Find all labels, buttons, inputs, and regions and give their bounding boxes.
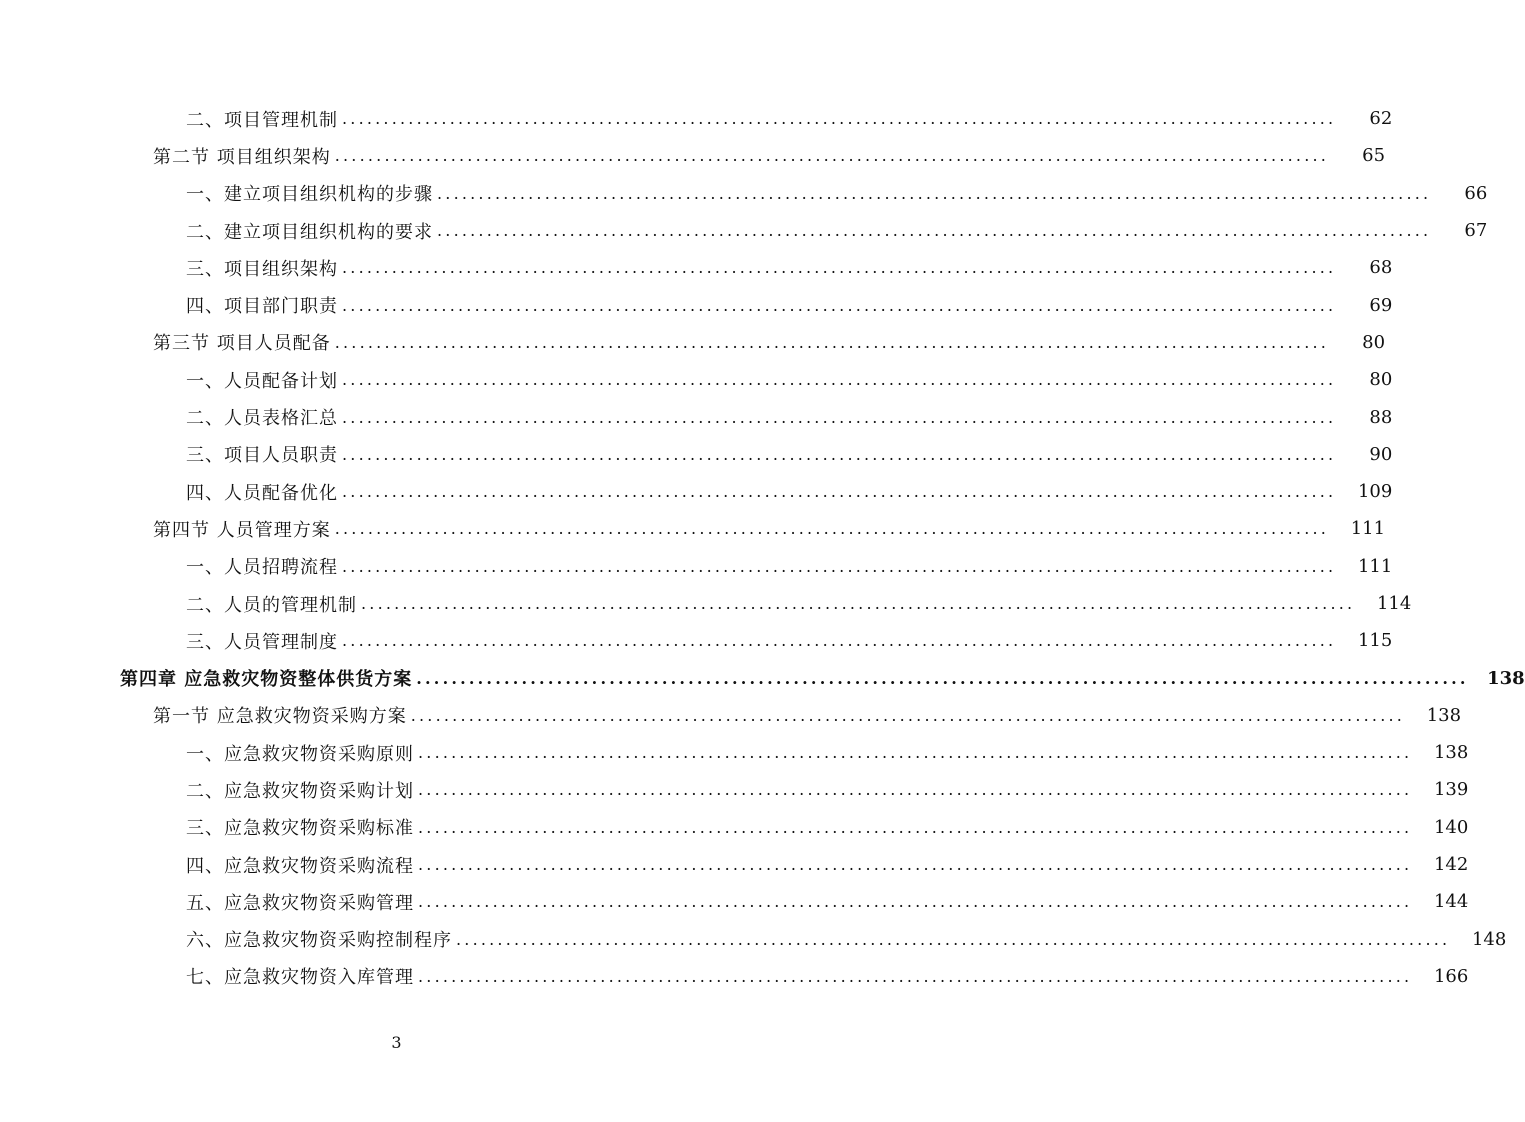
toc-entry-label: 一、人员招聘流程 bbox=[186, 557, 338, 579]
toc-dot-leader: ........................................................................................................................ bbox=[342, 370, 1337, 390]
toc-section-entry[interactable] bbox=[0, 324, 1386, 361]
toc-chapter-entry[interactable] bbox=[0, 659, 1525, 696]
toc-subsection-entry[interactable] bbox=[0, 734, 1469, 771]
toc-dot-leader: ........................................................................................................................ bbox=[418, 966, 1413, 986]
toc-section-entry[interactable] bbox=[0, 510, 1386, 547]
toc-entry-label: 二、项目管理机制 bbox=[186, 109, 338, 131]
toc-dot-leader: ........................................................................................................................ bbox=[437, 221, 1432, 241]
toc-entry-label: 二、人员的管理机制 bbox=[186, 594, 357, 616]
toc-entry-page: 67 bbox=[1464, 220, 1488, 242]
toc-entry-label: 一、应急救灾物资采购原则 bbox=[186, 743, 414, 765]
toc-entry-label: 二、人员表格汇总 bbox=[186, 408, 338, 430]
toc-entry-page: 114 bbox=[1376, 593, 1412, 614]
toc-subsection-entry[interactable] bbox=[0, 846, 1469, 883]
toc-entry-page: 65 bbox=[1362, 145, 1386, 167]
toc-entry-page: 148 bbox=[1471, 928, 1507, 950]
page-number: 3 bbox=[391, 1033, 402, 1052]
toc-entry-page: 142 bbox=[1433, 854, 1469, 876]
toc-entry-label: 三、项目人员职责 bbox=[186, 445, 338, 467]
toc-dot-leader: ........................................................................................................................ bbox=[416, 668, 1469, 688]
toc-entry-label: 第三节 项目人员配备 bbox=[153, 333, 331, 355]
toc-entry-page: 69 bbox=[1369, 294, 1393, 316]
toc-dot-leader: ........................................................................................................................ bbox=[342, 109, 1337, 129]
toc-entry-page: 166 bbox=[1433, 965, 1469, 987]
toc-entry-label: 四、项目部门职责 bbox=[186, 296, 338, 318]
toc-subsection-entry[interactable] bbox=[0, 249, 1393, 286]
toc-entry-page: 138 bbox=[1487, 667, 1525, 689]
toc-subsection-entry[interactable] bbox=[0, 473, 1393, 510]
toc-dot-leader: ........................................................................................................................ bbox=[418, 780, 1413, 800]
toc-dot-leader: ........................................................................................................................ bbox=[361, 594, 1356, 613]
toc-entry-label: 第一节 应急救灾物资采购方案 bbox=[153, 706, 407, 728]
toc-entry-page: 111 bbox=[1357, 555, 1393, 577]
toc-entry-label: 五、应急救灾物资采购管理 bbox=[186, 892, 414, 914]
toc-dot-leader: ........................................................................................................................ bbox=[342, 631, 1337, 651]
toc-section-entry[interactable] bbox=[0, 137, 1386, 174]
toc-entry-page: 111 bbox=[1350, 518, 1386, 540]
toc-subsection-entry[interactable] bbox=[0, 585, 1412, 622]
toc-dot-leader: ........................................................................................................................ bbox=[342, 444, 1337, 464]
toc-entry-page: 139 bbox=[1433, 779, 1469, 801]
toc-dot-leader: ........................................................................................................................ bbox=[418, 743, 1413, 763]
toc-entry-page: 62 bbox=[1369, 108, 1393, 130]
toc-section-entry[interactable] bbox=[0, 697, 1462, 734]
toc-subsection-entry[interactable] bbox=[0, 175, 1488, 212]
toc-entry-page: 68 bbox=[1369, 257, 1393, 279]
toc-entry-page: 90 bbox=[1369, 443, 1393, 465]
toc-dot-leader: ........................................................................................................................ bbox=[342, 258, 1337, 278]
toc-dot-leader: ........................................................................................................................ bbox=[334, 519, 1330, 539]
toc-dot-leader: ........................................................................................................................ bbox=[418, 855, 1413, 875]
toc-subsection-entry[interactable] bbox=[0, 548, 1393, 585]
toc-entry-page: 138 bbox=[1426, 704, 1462, 726]
toc-entry-label: 三、人员管理制度 bbox=[186, 631, 338, 653]
table-of-contents bbox=[0, 100, 1525, 995]
toc-dot-leader: ........................................................................................................................ bbox=[342, 295, 1337, 315]
toc-dot-leader: ........................................................................................................................ bbox=[437, 183, 1432, 203]
toc-entry-page: 80 bbox=[1362, 331, 1386, 353]
toc-dot-leader: ........................................................................................................................ bbox=[342, 556, 1337, 576]
toc-subsection-entry[interactable] bbox=[0, 883, 1469, 920]
toc-dot-leader: ........................................................................................................................ bbox=[456, 929, 1451, 949]
toc-entry-page: 80 bbox=[1369, 369, 1393, 391]
toc-subsection-entry[interactable] bbox=[0, 100, 1393, 137]
toc-dot-leader: ........................................................................................................................ bbox=[334, 146, 1330, 166]
toc-entry-label: 第四章 应急救灾物资整体供货方案 bbox=[120, 669, 413, 691]
toc-entry-label: 七、应急救灾物资入库管理 bbox=[186, 967, 414, 989]
toc-entry-page: 115 bbox=[1357, 630, 1393, 652]
toc-entry-label: 四、人员配备优化 bbox=[186, 482, 338, 504]
toc-entry-label: 三、项目组织架构 bbox=[186, 258, 338, 280]
toc-subsection-entry[interactable] bbox=[0, 622, 1393, 659]
toc-entry-label: 第二节 项目组织架构 bbox=[153, 146, 331, 168]
toc-entry-label: 六、应急救灾物资采购控制程序 bbox=[186, 930, 452, 952]
toc-subsection-entry[interactable] bbox=[0, 958, 1469, 995]
toc-entry-label: 第四节 人员管理方案 bbox=[153, 519, 331, 541]
toc-entry-page: 66 bbox=[1464, 182, 1488, 204]
toc-entry-label: 二、建立项目组织机构的要求 bbox=[186, 221, 433, 243]
toc-subsection-entry[interactable] bbox=[0, 436, 1393, 473]
toc-subsection-entry[interactable] bbox=[0, 771, 1469, 808]
toc-dot-leader: ........................................................................................................................ bbox=[342, 482, 1337, 502]
toc-entry-label: 四、应急救灾物资采购流程 bbox=[186, 855, 414, 877]
toc-entry-label: 三、应急救灾物资采购标准 bbox=[186, 818, 414, 840]
toc-dot-leader: ........................................................................................................................ bbox=[418, 817, 1413, 837]
toc-dot-leader: ........................................................................................................................ bbox=[418, 892, 1413, 912]
toc-subsection-entry[interactable] bbox=[0, 361, 1393, 398]
toc-entry-page: 144 bbox=[1433, 891, 1469, 913]
toc-subsection-entry[interactable] bbox=[0, 398, 1393, 435]
toc-subsection-entry[interactable] bbox=[0, 212, 1488, 249]
toc-dot-leader: ........................................................................................................................ bbox=[334, 332, 1330, 352]
toc-entry-page: 138 bbox=[1433, 742, 1469, 764]
toc-entry-label: 一、建立项目组织机构的步骤 bbox=[186, 184, 433, 206]
toc-subsection-entry[interactable] bbox=[0, 809, 1469, 846]
toc-entry-label: 二、应急救灾物资采购计划 bbox=[186, 780, 414, 802]
toc-subsection-entry[interactable] bbox=[0, 286, 1393, 323]
toc-subsection-entry[interactable] bbox=[0, 921, 1507, 958]
toc-dot-leader: ........................................................................................................................ bbox=[342, 407, 1337, 427]
toc-entry-page: 88 bbox=[1369, 406, 1393, 428]
toc-dot-leader: ........................................................................................................................ bbox=[410, 705, 1406, 725]
toc-entry-label: 一、人员配备计划 bbox=[186, 370, 338, 392]
toc-entry-page: 109 bbox=[1357, 481, 1393, 503]
toc-entry-page: 140 bbox=[1433, 816, 1469, 838]
